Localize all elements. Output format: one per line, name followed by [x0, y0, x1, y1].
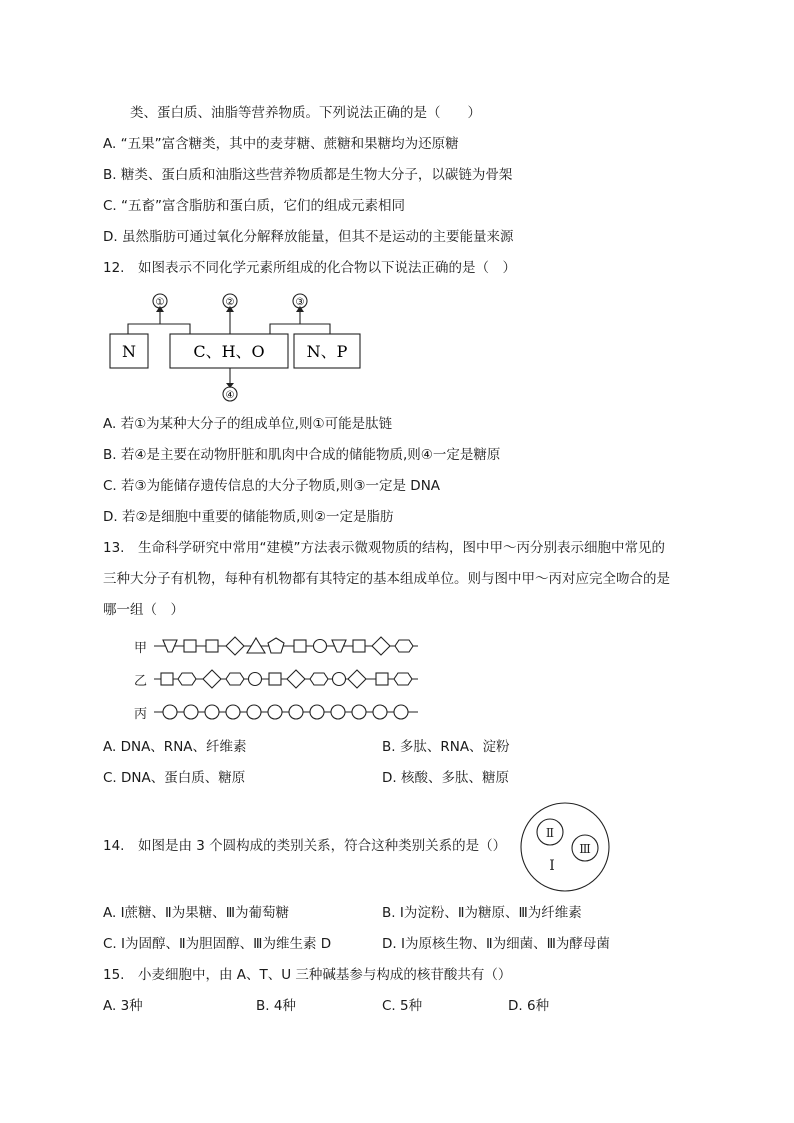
q11-option-d: D. 虽然脂肪可通过氧化分解释放能量，但其不是运动的主要能量来源 [103, 229, 514, 245]
macromolecule-chain-diagram [150, 630, 425, 726]
q13-option-d: D. 核酸、多肽、糖原 [382, 770, 509, 786]
box-n-label: N [122, 342, 136, 361]
q15-option-c: C. 5种 [382, 998, 423, 1014]
chain-label-yi: 乙 [134, 674, 148, 689]
q11-option-c: C. “五畜”富含脂肪和蛋白质，它们的组成元素相同 [103, 198, 405, 214]
q14-option-b: B. Ⅰ为淀粉、Ⅱ为糖原、Ⅲ为纤维素 [382, 905, 582, 921]
box-np-label: N、P [306, 342, 348, 361]
q14-option-c: C. Ⅰ为固醇、Ⅱ为胆固醇、Ⅲ为维生素 D [103, 936, 332, 952]
q13-option-a: A. DNA、RNA、纤维素 [103, 739, 247, 755]
marker-4: ④ [225, 390, 235, 401]
q12-option-d: D. 若②是细胞中重要的储能物质,则②一定是脂肪 [103, 509, 394, 525]
q13-stem-line-2: 三种大分子有机物，每种有机物都有其特定的基本组成单位。则与图中甲～丙对应完全吻合的是 [103, 571, 670, 587]
circle-II-label: Ⅱ [545, 826, 555, 840]
q13-option-c: C. DNA、蛋白质、糖原 [103, 770, 246, 786]
q14-option-a: A. Ⅰ蔗糖、Ⅱ为果糖、Ⅲ为葡萄糖 [103, 905, 290, 921]
q15-option-a: A. 3种 [103, 998, 143, 1014]
q14-option-d: D. Ⅰ为原核生物、Ⅱ为细菌、Ⅲ为酵母菌 [382, 936, 610, 952]
marker-3: ③ [295, 297, 305, 308]
q14-stem: 14. 如图是由 3 个圆构成的类别关系，符合这种类别关系的是（） [103, 838, 507, 854]
category-circles-diagram [518, 800, 612, 894]
q11-option-a: A. “五果”富含糖类，其中的麦芽糖、蔗糖和果糖均为还原糖 [103, 136, 459, 152]
q11-option-b: B. 糖类、蛋白质和油脂这些营养物质都是生物大分子，以碳链为骨架 [103, 167, 513, 183]
marker-2: ② [225, 297, 235, 308]
chain-label-jia: 甲 [134, 641, 148, 656]
circle-I [521, 803, 609, 891]
q12-option-c: C. 若③为能储存遗传信息的大分子物质,则③一定是 DNA [103, 478, 441, 494]
q13-stem-line-3: 哪一组（ ） [103, 602, 184, 618]
marker-1: ① [155, 297, 165, 308]
box-cho-label: C、H、O [193, 342, 265, 361]
q15-option-b: B. 4种 [256, 998, 296, 1014]
q12-stem: 12. 如图表示不同化学元素所组成的化合物以下说法正确的是（ ） [103, 260, 516, 276]
q13-stem-line-1: 13. 生命科学研究中常用“建模”方法表示微观物质的结构，图中甲～丙分别表示细胞中常见的 [103, 540, 665, 556]
q11-stem: 类、蛋白质、油脂等营养物质。下列说法正确的是（ ） [130, 105, 481, 121]
q15-stem: 15. 小麦细胞中，由 A、T、U 三种碱基参与构成的核苷酸共有（） [103, 967, 512, 983]
q12-option-b: B. 若④是主要在动物肝脏和肌肉中合成的储能物质,则④一定是糖原 [103, 447, 501, 463]
q15-option-d: D. 6种 [508, 998, 550, 1014]
chain-label-bing: 丙 [134, 707, 148, 722]
circle-I-label: Ⅰ [549, 858, 555, 874]
q12-option-a: A. 若①为某种大分子的组成单位,则①可能是肽链 [103, 416, 393, 432]
element-compound-diagram [104, 290, 374, 405]
q13-option-b: B. 多肽、RNA、淀粉 [382, 739, 510, 755]
circle-III-label: Ⅲ [579, 842, 591, 856]
